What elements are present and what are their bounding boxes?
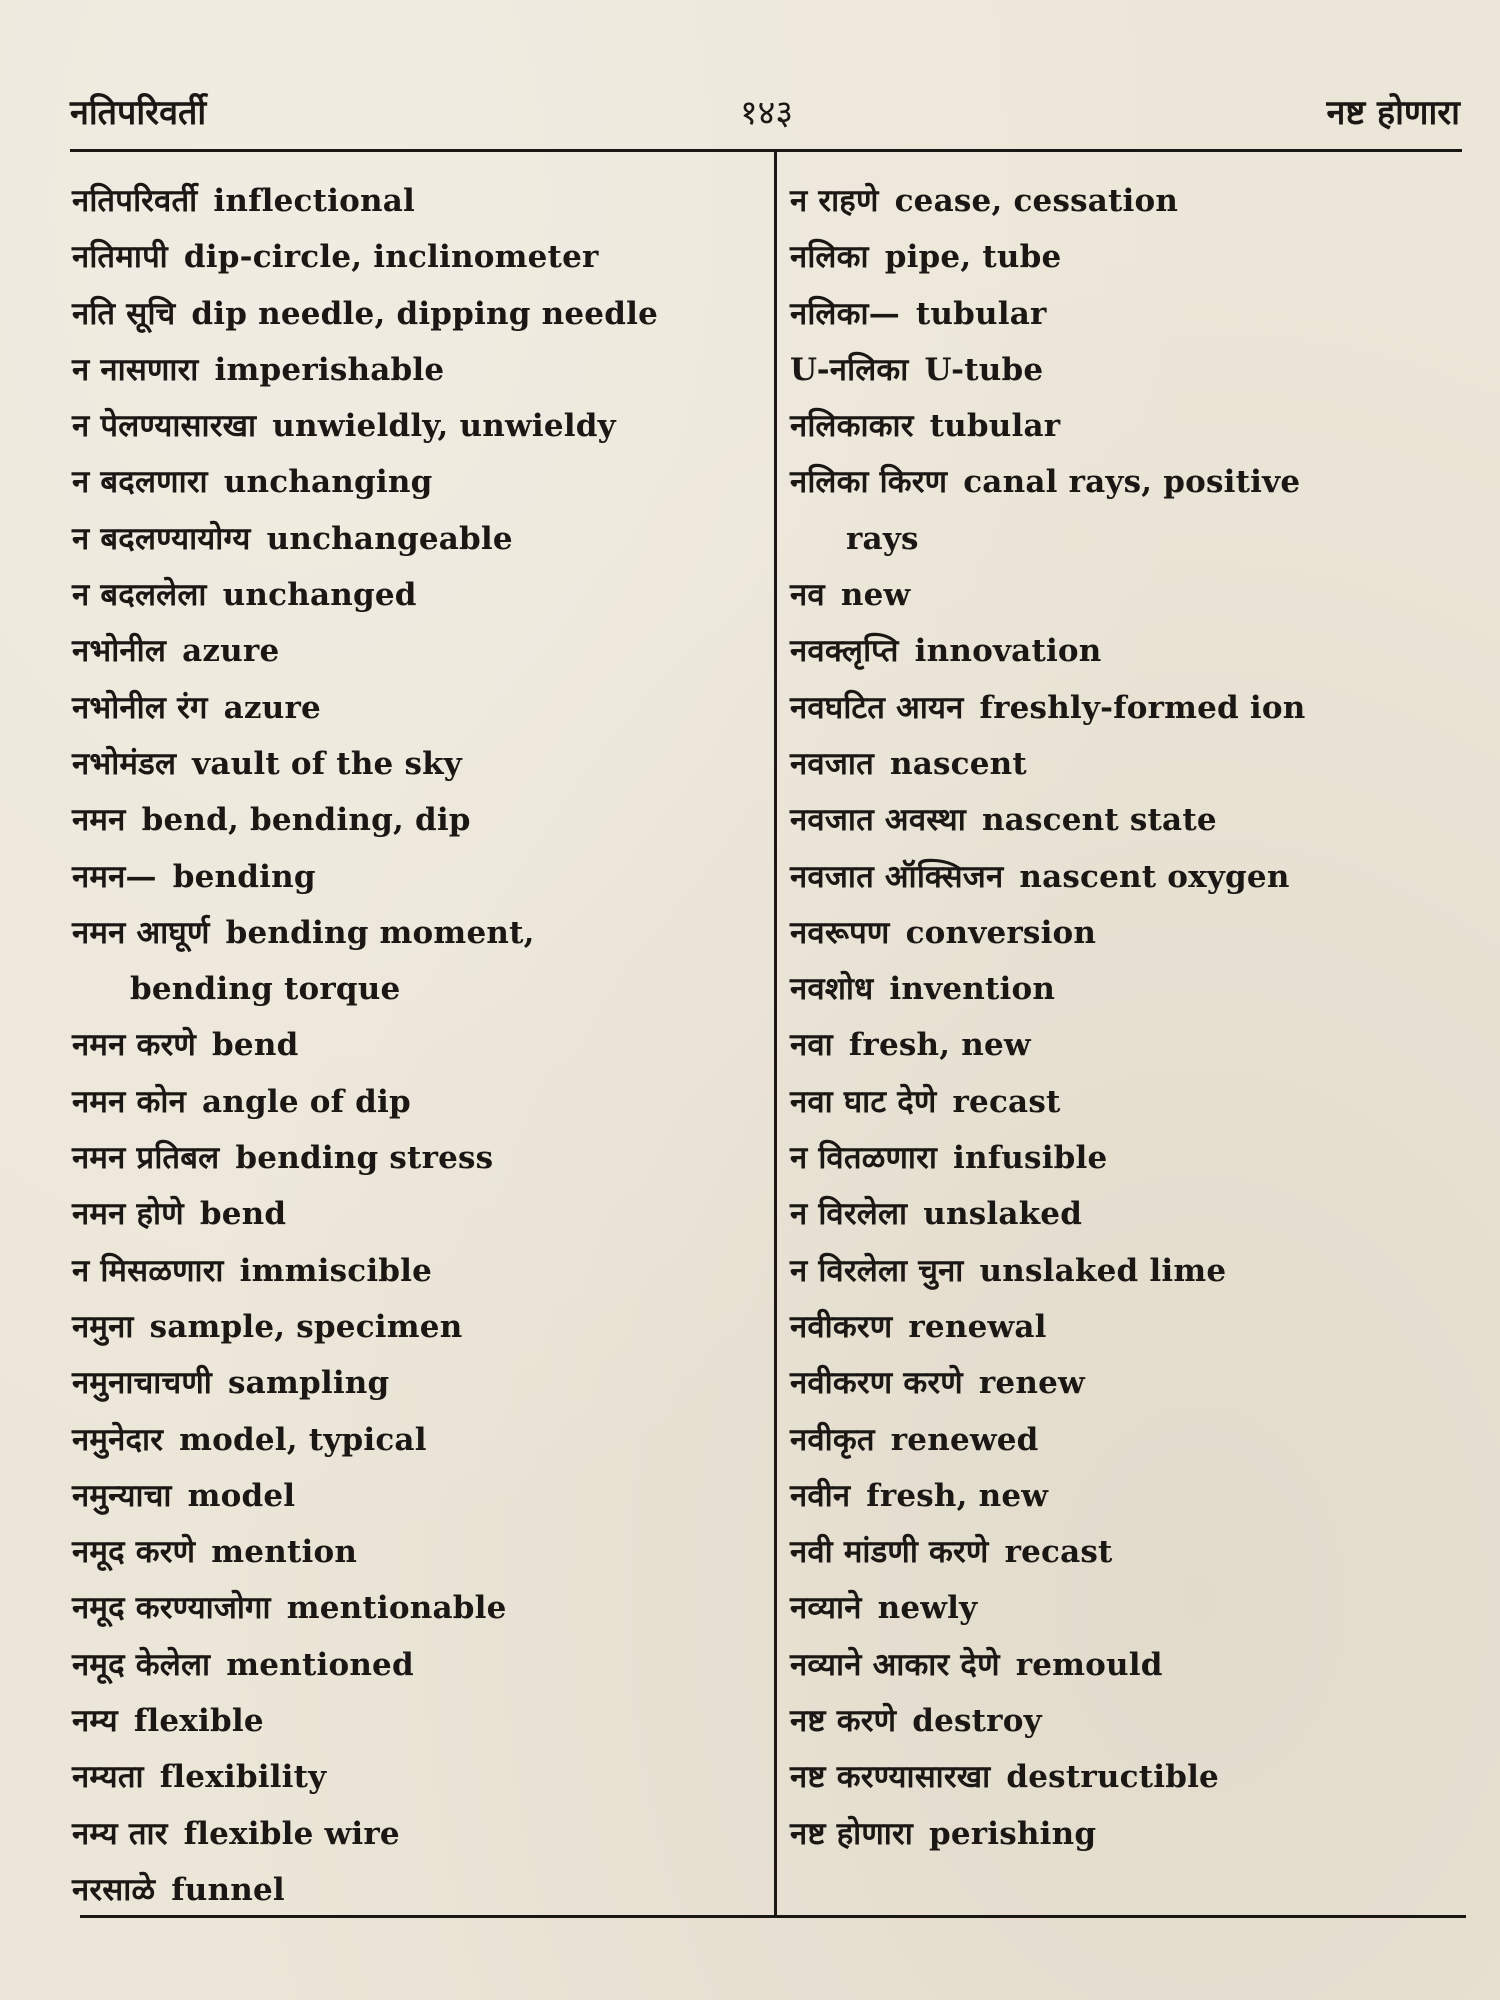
- entry-definition: model: [187, 1477, 296, 1514]
- entry-definition: conversion: [905, 914, 1097, 951]
- entry-term: नष्ट करणे: [790, 1703, 897, 1740]
- dictionary-entry: [790, 683, 1470, 739]
- dictionary-entry: [72, 1696, 762, 1752]
- entry-term: नमन प्रतिबल: [72, 1140, 220, 1177]
- entry-term: नमूद केलेला: [72, 1646, 211, 1683]
- dictionary-entry: [790, 176, 1470, 232]
- dictionary-entry: [72, 1583, 762, 1639]
- entry-term: नवजात ऑक्सिजन: [790, 858, 1004, 895]
- dictionary-entry: [790, 570, 1470, 626]
- dictionary-entry: [790, 232, 1470, 288]
- dictionary-entry: [72, 739, 762, 795]
- dictionary-entry: [72, 232, 762, 288]
- entry-definition: infusible: [953, 1140, 1108, 1177]
- dictionary-entry: [72, 1527, 762, 1583]
- dictionary-entry: [72, 570, 762, 626]
- entry-term: न विरलेला चुना: [790, 1252, 964, 1289]
- entry-term: नभोमंडल: [72, 745, 177, 782]
- dictionary-entry: [790, 1077, 1470, 1133]
- dictionary-entry: [72, 1020, 762, 1076]
- dictionary-entry: [72, 852, 762, 908]
- entry-term: नम्य: [72, 1703, 118, 1740]
- entry-definition: flexibility: [159, 1759, 327, 1796]
- entry-definition: mentioned: [226, 1646, 414, 1683]
- entry-definition: flexible wire: [183, 1815, 400, 1852]
- entry-term: नवीकरण: [790, 1308, 893, 1345]
- entry-term: न विरलेला: [790, 1196, 908, 1233]
- entry-definition: tubular: [929, 408, 1061, 445]
- entry-term: नलिका—: [790, 295, 900, 332]
- entry-definition: invention: [889, 971, 1056, 1008]
- entry-definition: bend: [199, 1196, 287, 1233]
- entry-term: नवीकृत: [790, 1421, 875, 1458]
- top-rule: [70, 149, 1462, 152]
- entry-definition: canal rays, positive: [963, 464, 1301, 501]
- entry-term: नलिकाकार: [790, 408, 914, 445]
- dictionary-entry: [790, 1471, 1470, 1527]
- entry-term: U-नलिका: [790, 351, 909, 388]
- dictionary-entry: [72, 514, 762, 570]
- entry-definition: azure: [223, 689, 321, 726]
- entry-definition: unchanged: [222, 577, 417, 614]
- dictionary-entry: [790, 626, 1470, 682]
- entry-term: नवीकरण करणे: [790, 1365, 963, 1402]
- entry-definition: freshly-formed ion: [979, 689, 1306, 726]
- entry-definition: bend, bending, dip: [141, 802, 471, 839]
- entry-term: न बदलण्यायोग्य: [72, 520, 251, 557]
- entry-term: नवीन: [790, 1477, 851, 1514]
- entry-term: नति सूचि: [72, 295, 176, 332]
- dictionary-entry: [790, 852, 1470, 908]
- entry-definition: angle of dip: [201, 1083, 411, 1120]
- entry-definition: U-tube: [924, 351, 1044, 388]
- dictionary-entry: [790, 1415, 1470, 1471]
- dictionary-entry: [72, 1358, 762, 1414]
- dictionary-entry: [790, 1752, 1470, 1808]
- entry-definition: funnel: [171, 1871, 285, 1908]
- bottom-rule: [80, 1915, 1466, 1918]
- entry-term: नवजात: [790, 745, 874, 782]
- entry-term: न बदलणारा: [72, 464, 208, 501]
- dictionary-entry: [72, 401, 762, 457]
- dictionary-entry: [72, 1246, 762, 1302]
- entry-term: नलिका: [790, 239, 869, 276]
- page-header: [70, 88, 1460, 138]
- entry-term: नमूद करण्याजोगा: [72, 1590, 271, 1627]
- dictionary-entry: [72, 1077, 762, 1133]
- entry-definition: recast: [1004, 1534, 1113, 1571]
- dictionary-entry: [72, 1809, 762, 1865]
- entry-term: न राहणे: [790, 183, 879, 219]
- entry-term: नवजात अवस्था: [790, 802, 966, 839]
- entry-term: न मिसळणारा: [72, 1252, 224, 1289]
- entry-term: नवशोध: [790, 971, 874, 1008]
- dictionary-entry: [72, 457, 762, 513]
- entry-term: नमन कोन: [72, 1083, 186, 1120]
- entry-definition: destroy: [912, 1703, 1042, 1740]
- entry-term: नमन करणे: [72, 1027, 197, 1064]
- entry-definition: dip-circle, inclinometer: [183, 239, 599, 276]
- entry-definition-continuation: rays: [846, 520, 919, 557]
- entry-term: न बदललेला: [72, 577, 207, 614]
- dictionary-entry: [72, 345, 762, 401]
- entry-definition: fresh, new: [866, 1477, 1049, 1514]
- dictionary-entry: [790, 457, 1470, 513]
- entry-term: नमन आघूर्ण: [72, 914, 210, 951]
- dictionary-entry: [72, 176, 762, 232]
- column-divider: [774, 152, 777, 1915]
- entry-definition: unslaked: [923, 1196, 1083, 1233]
- entry-definition: unwieldly, unwieldy: [272, 408, 616, 445]
- entry-term: नमुन्याचा: [72, 1477, 172, 1514]
- entry-definition: unchanging: [223, 464, 433, 501]
- dictionary-entry: [790, 795, 1470, 851]
- entry-definition: renew: [978, 1365, 1085, 1402]
- entry-definition: remould: [1015, 1646, 1163, 1683]
- dictionary-entry: [790, 1246, 1470, 1302]
- dictionary-entry: [790, 1809, 1470, 1865]
- entry-term: नभोनील रंग: [72, 689, 208, 726]
- entry-definition: bend: [212, 1027, 299, 1064]
- dictionary-entry: [72, 1752, 762, 1808]
- entry-definition: mentionable: [286, 1590, 507, 1627]
- entry-term: नलिका किरण: [790, 464, 948, 501]
- dictionary-entry: [790, 1020, 1470, 1076]
- entry-term: नम्यता: [72, 1759, 144, 1796]
- entry-definition: inflectional: [213, 183, 415, 219]
- entry-definition: vault of the sky: [192, 745, 463, 782]
- entry-term: नतिमापी: [72, 239, 168, 276]
- entry-definition: destructible: [1006, 1759, 1219, 1796]
- dictionary-entry: [790, 289, 1470, 345]
- header-first-word: नतिपरिवर्ती: [70, 93, 207, 133]
- entry-term: नमुना: [72, 1308, 134, 1345]
- dictionary-entry: [790, 908, 1470, 964]
- header-last-word: नष्ट होणारा: [1326, 93, 1460, 133]
- entry-definition: nascent oxygen: [1019, 858, 1290, 895]
- entry-term: नमन: [72, 802, 126, 839]
- entry-definition: unchangeable: [266, 520, 513, 557]
- dictionary-entry: [790, 1640, 1470, 1696]
- entry-definition: imperishable: [214, 351, 445, 388]
- entry-definition: fresh, new: [848, 1027, 1031, 1064]
- dictionary-entry: [72, 1189, 762, 1245]
- dictionary-entry: [790, 1583, 1470, 1639]
- entry-term: नष्ट करण्यासारखा: [790, 1759, 991, 1796]
- entry-definition: bending stress: [235, 1140, 494, 1177]
- entry-term: नमुनेदार: [72, 1421, 164, 1458]
- entry-definition-continuation: bending torque: [130, 971, 401, 1008]
- entry-definition: model, typical: [179, 1421, 427, 1458]
- entry-term: नव: [790, 577, 825, 614]
- entry-definition: tubular: [915, 295, 1047, 332]
- entry-term: न वितळणारा: [790, 1140, 938, 1177]
- entry-definition: new: [840, 577, 911, 614]
- entry-term: नवा घाट देणे: [790, 1083, 937, 1120]
- dictionary-entry: [790, 1527, 1470, 1583]
- entry-definition: innovation: [914, 633, 1102, 670]
- entry-term: न पेलण्यासारखा: [72, 408, 257, 445]
- entry-definition: perishing: [928, 1815, 1097, 1852]
- entry-term: नवा: [790, 1027, 833, 1064]
- dictionary-entry: [72, 1302, 762, 1358]
- dictionary-entry: [790, 1696, 1470, 1752]
- dictionary-entry: [790, 401, 1470, 457]
- dictionary-entry: [790, 1189, 1470, 1245]
- dictionary-entry: [790, 1358, 1470, 1414]
- entry-term: न नासणारा: [72, 351, 199, 388]
- entry-definition: dip needle, dipping needle: [191, 295, 658, 332]
- entry-term: नवघटित आयन: [790, 689, 964, 726]
- entry-definition: sampling: [228, 1365, 390, 1402]
- entry-definition: pipe, tube: [884, 239, 1062, 276]
- entry-definition: recast: [952, 1083, 1061, 1120]
- dictionary-entry: [72, 795, 762, 851]
- left-column: [72, 176, 762, 1921]
- entry-term: नमन होणे: [72, 1196, 184, 1233]
- dictionary-entry: [72, 1865, 762, 1921]
- dictionary-entry: [72, 908, 762, 964]
- entry-term: नम्य तार: [72, 1815, 168, 1852]
- entry-term: नव्याने: [790, 1590, 862, 1627]
- dictionary-entry: [72, 1415, 762, 1471]
- entry-definition: nascent state: [981, 802, 1217, 839]
- entry-term: नमूद करणे: [72, 1534, 196, 1571]
- entry-definition: sample, specimen: [149, 1308, 463, 1345]
- entry-definition: bending moment,: [225, 914, 535, 951]
- entry-term: नवक्लृप्ति: [790, 633, 899, 670]
- entry-term: नवी मांडणी करणे: [790, 1534, 989, 1571]
- entry-definition: cease, cessation: [894, 183, 1179, 219]
- entry-term: नतिपरिवर्ती: [72, 183, 198, 219]
- dictionary-entry: [790, 1302, 1470, 1358]
- entry-term: नमुनाचाचणी: [72, 1365, 213, 1402]
- dictionary-entry: [72, 1471, 762, 1527]
- entry-definition: immiscible: [239, 1252, 433, 1289]
- entry-term: नवरूपण: [790, 914, 890, 951]
- entry-definition: renewal: [908, 1308, 1047, 1345]
- dictionary-entry: [790, 964, 1470, 1020]
- entry-definition: nascent: [889, 745, 1027, 782]
- page-number: १४३: [740, 93, 794, 133]
- dictionary-entry: [72, 289, 762, 345]
- entry-term: नरसाळे: [72, 1871, 156, 1908]
- entry-term: नभोनील: [72, 633, 167, 670]
- dictionary-entry: [72, 626, 762, 682]
- entry-definition: flexible: [133, 1703, 264, 1740]
- dictionary-entry: [790, 345, 1470, 401]
- dictionary-entry: [72, 683, 762, 739]
- right-column: [790, 176, 1470, 1865]
- entry-definition: bending: [172, 858, 316, 895]
- entry-definition: azure: [182, 633, 280, 670]
- dictionary-entry: [790, 739, 1470, 795]
- entry-definition: renewed: [890, 1421, 1039, 1458]
- entry-definition: unslaked lime: [979, 1252, 1227, 1289]
- dictionary-entry: [790, 1133, 1470, 1189]
- entry-definition: mention: [211, 1534, 358, 1571]
- dictionary-entry: [72, 1640, 762, 1696]
- entry-term: नमन—: [72, 858, 157, 895]
- entry-term: नष्ट होणारा: [790, 1815, 913, 1852]
- dictionary-entry: [72, 1133, 762, 1189]
- entry-definition: newly: [877, 1590, 978, 1627]
- entry-term: नव्याने आकार देणे: [790, 1646, 1000, 1683]
